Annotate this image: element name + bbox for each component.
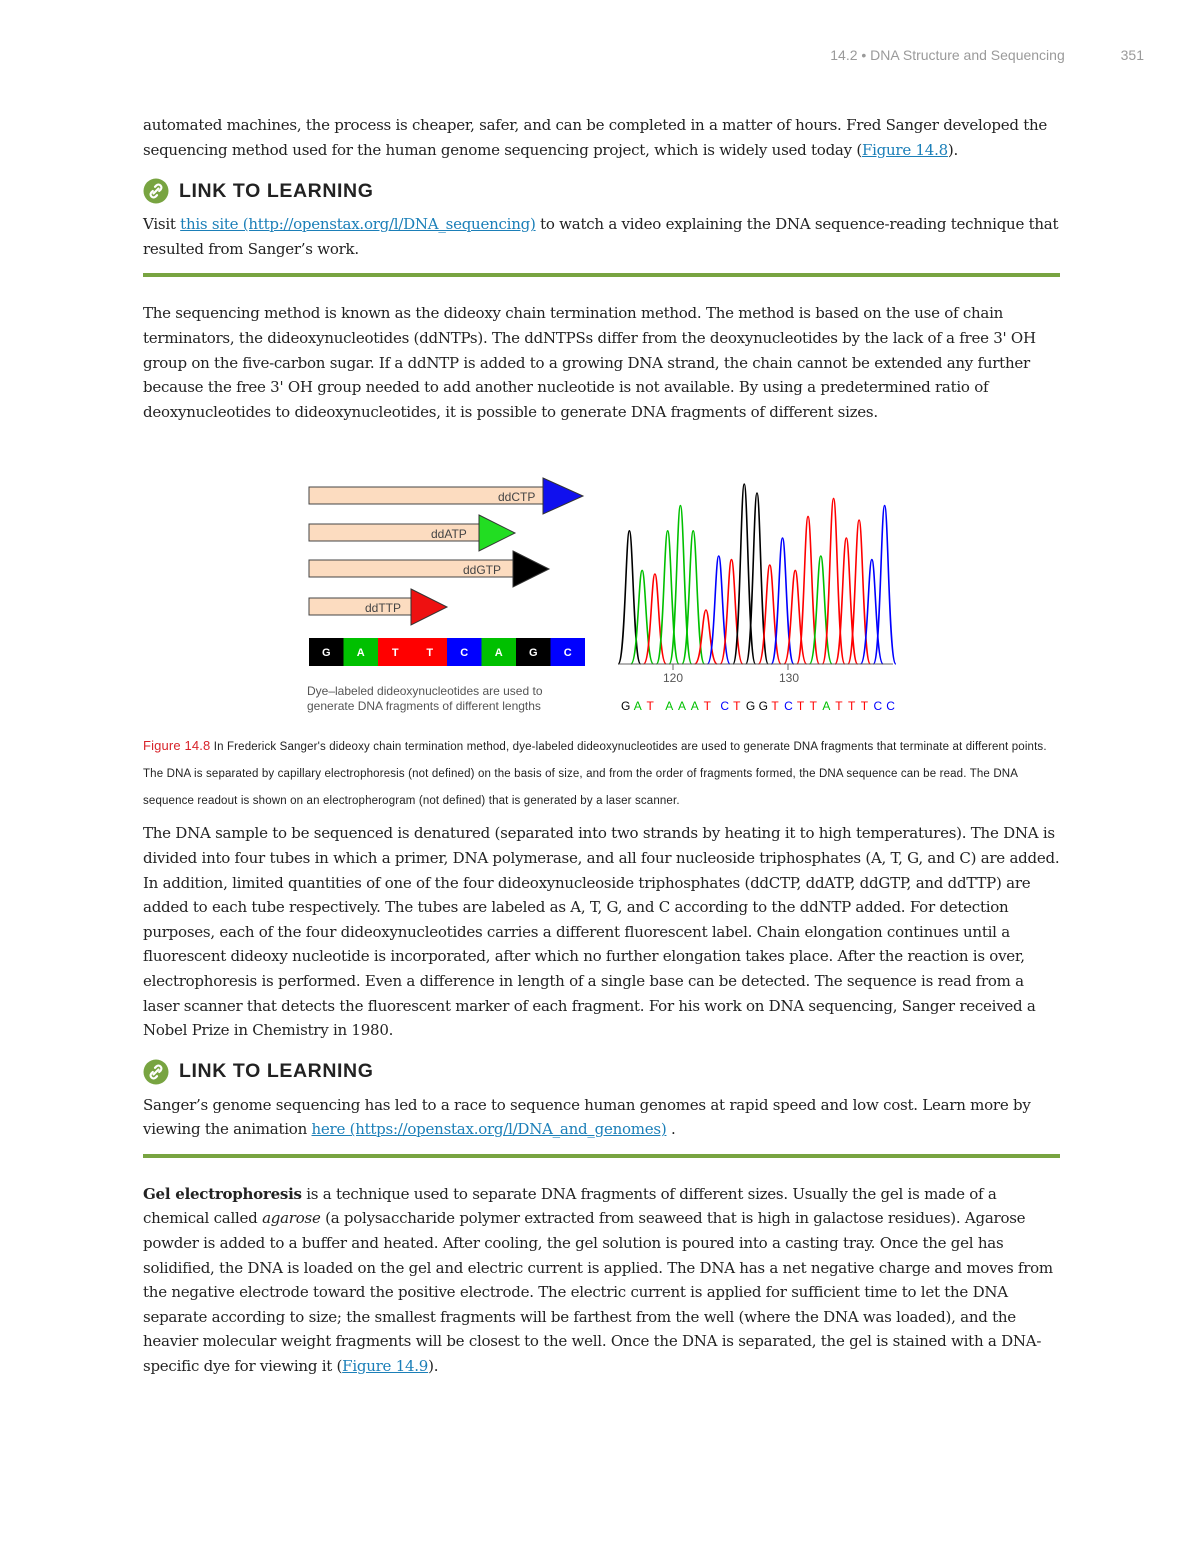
readout-base: T xyxy=(835,699,843,714)
running-header xyxy=(830,47,1144,63)
paragraph-text: Sanger’s genome sequencing has led to a race to sequence human genomes at rapid speed and low cost. Learn more by viewing the animation xyxy=(143,1095,1031,1139)
primer-label: ddATP xyxy=(431,527,467,542)
peak-trace xyxy=(873,506,895,664)
base-letter: C xyxy=(460,647,469,660)
readout-base: C xyxy=(886,699,895,714)
readout-base: T xyxy=(860,699,869,714)
base-letter: A xyxy=(494,647,503,660)
primer-ddttp xyxy=(309,589,447,625)
readout-base: T xyxy=(809,699,818,714)
link-icon xyxy=(143,1059,169,1085)
electropherogram xyxy=(618,484,896,713)
primer-label: ddCTP xyxy=(498,490,536,505)
readout-base: C xyxy=(784,699,793,714)
link-icon xyxy=(143,178,169,204)
tick-label: 130 xyxy=(779,671,800,686)
dna-sequencing-video-link[interactable]: this site (http://openstax.org/l/DNA_sequencing) xyxy=(180,215,536,234)
key-term: Gel electrophoresis xyxy=(143,1184,302,1203)
link-to-learning-header xyxy=(143,176,1060,206)
link-to-learning-text xyxy=(143,212,1060,261)
paragraph-text: automated machines, the process is cheaper, safer, and can be completed in a matter of hours. Fred Sanger developed the sequencing method used for the human genome sequencing project, which is widely used today ( xyxy=(143,116,1048,159)
section-divider xyxy=(143,1154,1060,1158)
paragraph-text: Visit xyxy=(143,215,181,234)
peak-trace xyxy=(669,506,691,664)
figure-14-8-link[interactable]: Figure 14.8 xyxy=(861,140,948,159)
paragraph-gel-electrophoresis xyxy=(143,1182,1060,1379)
readout-base: T xyxy=(847,699,856,714)
paragraph-text: is a technique used to separate DNA fragments of different sizes. Usually the gel is made of a chemical called xyxy=(143,1184,997,1228)
header-section-title: 14.2 • DNA Structure and Sequencing xyxy=(830,47,1065,63)
readout-base: A xyxy=(633,699,642,714)
peak-trace xyxy=(618,531,640,664)
readout-base: T xyxy=(646,699,654,714)
diagram-caption-line-1: Dye–labeled dideoxynucleotides are used to xyxy=(307,684,543,699)
italic-term: agarose xyxy=(262,1209,321,1228)
base-letter: A xyxy=(356,647,365,660)
readout-base: G xyxy=(745,699,756,714)
readout-base: A xyxy=(678,699,687,714)
paragraph-sample-denaturing: The DNA sample to be sequenced is denatured (separated into two strands by heating it to high temperatures). The DNA is divided into four tubes in which a primer, DNA polymerase, and all four nucleoside triphosphates (A, T, G, and C) are added. In addition, limited quantities of one of the four dideoxynucleoside triphosphates (ddCTP, ddATP, ddGTP, and ddTTP) are added to each tube respectively. The tubes are labeled as A, T, G, and C according to the ddNTP added. For detection purposes, each of the four dideoxynucleotides carries a different fluorescent label. Chain elongation continues until a fluorescent dideoxy nucleotide is incorporated, after which no further elongation takes place. After the reaction is over, electrophoresis is performed. Even a difference in length of a single base can be detected. The sequence is read from a laser scanner that detects the fluorescent marker of each fragment. For his work on DNA sequencing, Sanger received a Nobel Prize in Chemistry in 1980. xyxy=(143,824,1060,1040)
sequence-readout xyxy=(621,699,895,713)
figure-caption xyxy=(143,732,1060,815)
readout-base: C xyxy=(873,699,883,714)
page-number: 351 xyxy=(1120,47,1144,63)
page-content xyxy=(143,113,1060,1379)
base-letter: G xyxy=(321,647,331,660)
paragraph-text: to watch a video explaining the DNA sequence-reading technique that resulted from Sanger’s work. xyxy=(143,215,1059,258)
paragraph-text: ). xyxy=(428,1357,439,1376)
figure-14-8 xyxy=(143,442,1060,732)
primer-ddgtp xyxy=(309,551,549,587)
dna-genomes-animation-link[interactable]: here (https://openstax.org/l/DNA_and_genomes) xyxy=(311,1120,667,1139)
readout-base: T xyxy=(733,699,741,714)
readout-base: A xyxy=(690,699,699,714)
paragraph-text: ). xyxy=(947,140,959,159)
peak-trace xyxy=(797,517,819,665)
readout-base: T xyxy=(796,699,805,714)
readout-base: G xyxy=(621,699,631,714)
diagram-caption-line-2: generate DNA fragments of different lengths xyxy=(307,699,541,714)
readout-base: G xyxy=(758,699,768,714)
readout-base: T xyxy=(703,699,711,714)
paragraph-text: . xyxy=(666,1120,676,1139)
peak-trace xyxy=(848,520,870,664)
sanger-sequencing-diagram xyxy=(143,442,1060,732)
primer-label: ddTTP xyxy=(365,601,402,616)
peak-trace xyxy=(822,499,844,665)
readout-base: C xyxy=(720,699,730,714)
primer-ddatp xyxy=(309,515,515,551)
figure-14-9-link[interactable]: Figure 14.9 xyxy=(342,1357,429,1376)
peak-traces xyxy=(618,484,896,664)
primer-label: ddGTP xyxy=(463,563,502,578)
link-to-learning-header xyxy=(143,1057,1060,1087)
section-divider xyxy=(143,273,1060,277)
base-letter: T xyxy=(391,647,399,660)
base-strip xyxy=(309,638,585,666)
primer-ddctp xyxy=(309,478,583,514)
paragraph-dideoxy-method: The sequencing method is known as the dideoxy chain termination method. The method is based on the use of chain terminators, the dideoxynucleotides (ddNTPs). The ddNTPSs differ from the deoxynucleotides by the lack of a free 3' OH group on the five-carbon sugar. If a ddNTP is added to a growing DNA strand, the chain cannot be extended any further because the free 3' OH group needed to add another nucleotide is not available. By using a predetermined ratio of deoxynucleotides to dideoxynucleotides, it is possible to generate DNA fragments of different sizes. xyxy=(143,304,1036,421)
base-letter: C xyxy=(563,647,572,660)
link-to-learning-title: LINK TO LEARNING xyxy=(179,1060,374,1083)
paragraph-text: (a polysaccharide polymer extracted from seaweed that is high in galactose residues). Agarose powder is added to a buffer and heated. After cooling, the gel solution is poured into a casting tray. Once the gel has solidified, the DNA is loaded on the gel and electric current is applied. The DNA has a net negative charge and moves from the negative electrode toward the positive electrode. The electric current is applied for sufficient time to let the DNA separate according to size; the smallest fragments will be farthest from the well (where the DNA was loaded), and the heavier molecular weight fragments will be closest to the well. Once the DNA is separated, the gel is stained with a DNA-specific dye for viewing it ( xyxy=(143,1209,1053,1376)
base-letter: T xyxy=(426,647,434,660)
readout-base: T xyxy=(771,699,779,714)
readout-base: A xyxy=(822,699,831,714)
peak-trace xyxy=(771,538,793,664)
link-to-learning-title: LINK TO LEARNING xyxy=(179,179,374,202)
tick-label: 120 xyxy=(663,671,684,686)
link-to-learning-text xyxy=(143,1093,1060,1142)
caption-text: In Frederick Sanger's dideoxy chain termination method, dye-labeled dideoxynucleotides are used to generate DNA fragments that terminate at different points. The DNA is separated by capillary electrophoresis (not defined) on the basis of size, and from the order of fragments formed, the DNA sequence can be read. The DNA sequence readout is shown on an electropherogram (not defined) that is generated by a laser scanner. xyxy=(143,741,1047,808)
readout-base: A xyxy=(665,699,674,714)
figure-label: Figure 14.8 xyxy=(143,738,211,754)
base-letter: G xyxy=(528,647,538,660)
paragraph-sanger-intro xyxy=(143,113,1060,162)
